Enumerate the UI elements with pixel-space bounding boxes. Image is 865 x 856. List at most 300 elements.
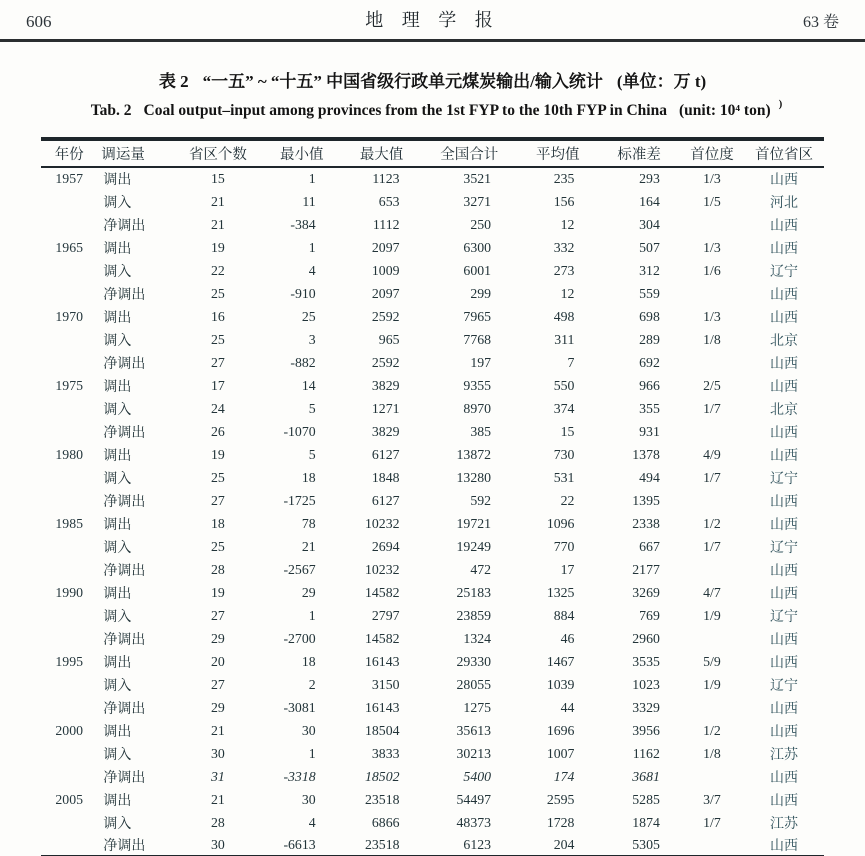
table-cell: 1 xyxy=(308,171,316,187)
table-cell: 311 xyxy=(554,331,575,347)
table-cell: 调入 xyxy=(103,609,132,625)
table-cell: 25 xyxy=(211,538,225,554)
table-cell xyxy=(41,397,97,420)
table-cell: 550 xyxy=(553,377,575,393)
table-cell: 1/7 xyxy=(703,538,721,554)
table-row xyxy=(41,811,824,834)
table-cell: 25 xyxy=(211,469,225,485)
table-cell: 1965 xyxy=(55,239,83,255)
table-cell: 35613 xyxy=(456,722,492,738)
table-cell: -3318 xyxy=(283,768,316,784)
table-cell: 12 xyxy=(560,216,575,232)
table-cell: 730 xyxy=(553,446,575,462)
table-cell: 19249 xyxy=(456,538,492,554)
table-cell: 18 xyxy=(301,653,316,669)
table-cell: 23518 xyxy=(365,791,400,807)
table-cell: 山西 xyxy=(770,517,799,533)
table-cell: 17 xyxy=(211,377,225,393)
table-cell: 3150 xyxy=(371,676,400,692)
table-cell: 21 xyxy=(211,216,225,232)
table-cell: 235 xyxy=(553,171,575,187)
table-cell: 14582 xyxy=(365,584,400,600)
table-cell: 2177 xyxy=(632,561,660,577)
table-cell: 931 xyxy=(639,423,660,439)
table-cell: 2 xyxy=(308,676,316,692)
table-cell: 1324 xyxy=(463,630,492,646)
table-cell: 北京 xyxy=(770,333,799,349)
table-row xyxy=(41,535,824,558)
table-cell: 4 xyxy=(308,262,316,278)
table-cell: 15 xyxy=(211,171,225,187)
table-cell: 31 xyxy=(211,768,225,784)
table-row xyxy=(41,351,824,374)
table-row xyxy=(41,581,824,604)
table-cell: 江苏 xyxy=(770,747,799,763)
table-cell: 调入 xyxy=(103,471,132,487)
table-cell: -910 xyxy=(290,285,316,301)
table-cell: 5 xyxy=(308,400,316,416)
table-cell xyxy=(41,765,97,788)
table-cell: 28 xyxy=(211,814,225,830)
table-cell: 18504 xyxy=(365,722,400,738)
table-cell xyxy=(41,351,97,374)
table-cell: 4 xyxy=(308,814,316,830)
table-caption-zh-text: “一五” ~ “十五” 中国省级行政单元煤炭输出/输入统计 xyxy=(202,72,603,91)
table-cell: 山西 xyxy=(770,770,799,786)
table-row xyxy=(41,374,824,397)
table-cell: 14582 xyxy=(365,630,400,646)
running-head xyxy=(0,0,865,42)
coal-statistics-table xyxy=(41,137,824,856)
table-cell: 调出 xyxy=(103,310,132,326)
table-cell: 1 xyxy=(308,745,316,761)
table-cell: 1/3 xyxy=(703,171,721,187)
table-cell: 辽宁 xyxy=(770,264,799,280)
column-header-primacy: 首位度 xyxy=(680,139,744,167)
table-row xyxy=(41,397,824,420)
table-cell: 164 xyxy=(639,193,660,209)
table-cell: 山西 xyxy=(770,448,799,464)
table-cell: 辽宁 xyxy=(770,471,799,487)
volume-label: 63 卷 xyxy=(802,14,839,31)
table-cell: 5305 xyxy=(632,836,660,852)
table-cell: 2000 xyxy=(55,722,83,738)
table-cell xyxy=(41,834,97,856)
table-cell: 27 xyxy=(211,492,225,508)
table-row xyxy=(41,765,824,788)
journal-title: 地 理 学 报 xyxy=(365,10,500,30)
table-row xyxy=(41,719,824,742)
table-cell: 25 xyxy=(211,331,225,347)
table-cell: 304 xyxy=(639,216,660,232)
table-cell: 山西 xyxy=(770,241,799,257)
table-cell xyxy=(680,834,744,856)
table-cell: 9355 xyxy=(463,377,492,393)
table-cell: 山西 xyxy=(770,379,799,395)
table-header-row xyxy=(41,139,824,167)
table-cell: 山西 xyxy=(770,494,799,510)
table-cell: 调出 xyxy=(103,448,132,464)
table-cell: 472 xyxy=(470,561,492,577)
table-cell: -882 xyxy=(290,354,316,370)
table-cell xyxy=(41,535,97,558)
column-header-std-dev: 标准差 xyxy=(598,139,679,167)
table-row xyxy=(41,259,824,282)
table-cell: 2097 xyxy=(371,285,400,301)
table-cell: -2700 xyxy=(283,630,316,646)
table-cell: 27 xyxy=(211,607,225,623)
table-cell: 1/7 xyxy=(703,814,721,830)
table-cell: 辽宁 xyxy=(770,678,799,694)
table-cell: -1070 xyxy=(283,423,316,439)
table-cell: 3829 xyxy=(371,423,400,439)
table-cell: 29 xyxy=(211,699,225,715)
table-body xyxy=(41,167,824,856)
table-cell: 1728 xyxy=(546,814,575,830)
column-header-province-count: 省区个数 xyxy=(174,139,262,167)
table-cell xyxy=(680,282,744,305)
table-cell: 1007 xyxy=(546,745,575,761)
table-cell: 1/7 xyxy=(703,469,721,485)
table-cell: 44 xyxy=(560,699,575,715)
table-cell: 19 xyxy=(211,239,225,255)
table-cell: 299 xyxy=(470,285,492,301)
table-cell: 调出 xyxy=(103,241,132,257)
table-cell: 531 xyxy=(553,469,575,485)
table-cell: 调入 xyxy=(103,816,132,832)
table-cell: 770 xyxy=(553,538,575,554)
table-row xyxy=(41,788,824,811)
table-cell: 1970 xyxy=(55,308,83,324)
table-cell: 273 xyxy=(553,262,575,278)
table-cell: 山西 xyxy=(770,356,799,372)
table-row xyxy=(41,489,824,512)
table-cell: 2797 xyxy=(371,607,400,623)
table-cell: 27 xyxy=(211,354,225,370)
table-cell: 调入 xyxy=(103,402,132,418)
table-row xyxy=(41,167,824,190)
table-cell: -6613 xyxy=(283,836,316,852)
table-cell: 调入 xyxy=(103,747,132,763)
table-cell: 1467 xyxy=(546,653,575,669)
column-header-national-total: 全国合计 xyxy=(422,139,518,167)
table-cell: 5 xyxy=(308,446,316,462)
table-cell: 7 xyxy=(567,354,575,370)
table-caption-zh-unit: (单位：万 t) xyxy=(616,72,707,91)
table-cell: 1848 xyxy=(371,469,400,485)
table-cell: 6127 xyxy=(371,492,400,508)
table-cell: 1/3 xyxy=(703,308,721,324)
table-cell: 净调出 xyxy=(103,632,146,648)
column-header-max: 最大值 xyxy=(342,139,422,167)
table-cell: 23518 xyxy=(365,836,400,852)
table-cell: 19 xyxy=(211,584,225,600)
table-cell: -3081 xyxy=(283,699,316,715)
table-cell: 559 xyxy=(639,285,660,301)
table-cell: 1/6 xyxy=(703,262,721,278)
table-cell xyxy=(41,259,97,282)
table-cell xyxy=(680,351,744,374)
table-cell: 494 xyxy=(639,469,660,485)
table-cell: 10232 xyxy=(365,515,400,531)
table-cell: 13872 xyxy=(456,446,492,462)
table-cell: 1975 xyxy=(55,377,83,393)
table-cell: 1/5 xyxy=(703,193,721,209)
table-cell: 6866 xyxy=(371,814,400,830)
table-cell: 1957 xyxy=(55,171,83,187)
table-cell: 18 xyxy=(211,515,225,531)
table-cell: 19721 xyxy=(456,515,492,531)
table-cell: 山西 xyxy=(770,218,799,234)
table-cell: 净调出 xyxy=(103,563,146,579)
table-cell: 调出 xyxy=(103,586,132,602)
table-cell: 3269 xyxy=(632,584,660,600)
table-cell: 调出 xyxy=(103,517,132,533)
table-cell: 7965 xyxy=(463,308,492,324)
table-cell: 山西 xyxy=(770,425,799,441)
table-cell: 48373 xyxy=(456,814,492,830)
table-cell: 1/2 xyxy=(703,722,721,738)
table-cell: 1395 xyxy=(632,492,660,508)
table-caption-en-text: Coal output–input among provinces from the 1st FYP to the 10th FYP in China xyxy=(143,102,667,120)
table-cell: 28055 xyxy=(456,676,492,692)
table-cell: 332 xyxy=(553,239,575,255)
table-cell: 13280 xyxy=(456,469,492,485)
table-cell xyxy=(680,489,744,512)
table-cell: 1271 xyxy=(371,400,400,416)
table-cell: 156 xyxy=(553,193,575,209)
table-row xyxy=(41,627,824,650)
table-cell: 4/9 xyxy=(703,446,721,462)
table-cell: 3833 xyxy=(371,745,400,761)
table-cell: 山西 xyxy=(770,563,799,579)
table-caption-zh xyxy=(0,67,865,92)
table-cell: 1023 xyxy=(632,676,660,692)
table-row xyxy=(41,512,824,535)
table-cell: 调出 xyxy=(103,379,132,395)
table-cell: 2005 xyxy=(55,791,83,807)
table-cell: 1096 xyxy=(546,515,575,531)
table-cell: 21 xyxy=(211,791,225,807)
table-cell xyxy=(41,213,97,236)
table-cell: 1162 xyxy=(632,745,660,761)
table-row xyxy=(41,213,824,236)
table-cell: 净调出 xyxy=(103,494,146,510)
table-cell: 592 xyxy=(470,492,492,508)
table-cell: 北京 xyxy=(770,402,799,418)
table-row xyxy=(41,443,824,466)
table-cell xyxy=(680,213,744,236)
table-cell: 净调出 xyxy=(103,218,146,234)
table-cell: 355 xyxy=(639,400,660,416)
table-cell: 884 xyxy=(553,607,575,623)
table-cell: 1874 xyxy=(632,814,660,830)
table-cell: 调出 xyxy=(103,173,132,189)
table-caption-en-unit: (unit: 10⁴ ton) xyxy=(678,102,771,120)
table-cell: 河北 xyxy=(770,195,799,211)
table-cell: 1112 xyxy=(372,216,400,232)
table-cell: 374 xyxy=(553,400,575,416)
table-cell: 1 xyxy=(308,239,316,255)
table-cell: 3535 xyxy=(632,653,660,669)
table-cell: 17 xyxy=(560,561,575,577)
table-cell: 30 xyxy=(301,722,316,738)
column-header-year: 年份 xyxy=(41,139,97,167)
table-cell xyxy=(41,604,97,627)
table-cell: 6127 xyxy=(371,446,400,462)
table-cell: 1/3 xyxy=(703,239,721,255)
table-cell: 1696 xyxy=(546,722,575,738)
table-row xyxy=(41,834,824,856)
column-header-flow-type: 调运量 xyxy=(97,139,174,167)
table-cell: 289 xyxy=(639,331,660,347)
table-cell: 23859 xyxy=(456,607,492,623)
table-cell: 197 xyxy=(470,354,492,370)
table-cell: 16143 xyxy=(365,653,400,669)
table-cell: 293 xyxy=(639,171,660,187)
table-cell: 6001 xyxy=(463,262,492,278)
table-cell: 204 xyxy=(553,836,575,852)
table-cell xyxy=(680,420,744,443)
table-cell: 3329 xyxy=(632,699,660,715)
table-cell: 山西 xyxy=(770,793,799,809)
table-cell: 3956 xyxy=(632,722,660,738)
table-cell: 山西 xyxy=(770,838,799,854)
table-cell: 2960 xyxy=(632,630,660,646)
table-cell xyxy=(680,627,744,650)
table-cell: 3681 xyxy=(632,768,660,784)
table-cell: 769 xyxy=(639,607,660,623)
table-caption-en-label: Tab. 2 xyxy=(90,102,132,120)
table-cell xyxy=(41,811,97,834)
table-cell: 498 xyxy=(553,308,575,324)
table-cell: 14 xyxy=(301,377,316,393)
table-cell: 调入 xyxy=(103,195,132,211)
table-cell: 2694 xyxy=(371,538,400,554)
table-cell: 28 xyxy=(211,561,225,577)
table-cell xyxy=(41,282,97,305)
table-cell: 1995 xyxy=(55,653,83,669)
table-cell: 1275 xyxy=(463,699,492,715)
table-cell: 1378 xyxy=(632,446,660,462)
table-cell xyxy=(680,558,744,581)
table-cell: 2097 xyxy=(371,239,400,255)
table-cell: 10232 xyxy=(365,561,400,577)
table-cell: 18 xyxy=(301,469,316,485)
table-cell: 5285 xyxy=(632,791,660,807)
table-cell: 46 xyxy=(560,630,575,646)
table-row xyxy=(41,190,824,213)
table-cell xyxy=(41,558,97,581)
table-cell: 16 xyxy=(211,308,225,324)
table-cell xyxy=(41,190,97,213)
table-cell: 653 xyxy=(378,193,400,209)
table-cell: 29 xyxy=(301,584,316,600)
table-cell xyxy=(41,627,97,650)
table-row xyxy=(41,305,824,328)
table-cell: 1/8 xyxy=(703,331,721,347)
table-cell: 30 xyxy=(301,791,316,807)
table-cell: 2/5 xyxy=(703,377,721,393)
table-cell: 1985 xyxy=(55,515,83,531)
table-cell: 3/7 xyxy=(703,791,721,807)
table-caption-zh-label: 表 2 xyxy=(158,72,189,91)
page-number: 606 xyxy=(26,12,52,31)
table-cell: 250 xyxy=(470,216,492,232)
table-row xyxy=(41,604,824,627)
table-cell: 净调出 xyxy=(103,425,146,441)
table-cell: 1/7 xyxy=(703,400,721,416)
table-cell: 山西 xyxy=(770,655,799,671)
table-cell: 1/9 xyxy=(703,607,721,623)
table-cell: 6123 xyxy=(463,836,492,852)
table-cell: 4/7 xyxy=(703,584,721,600)
table-cell: 11 xyxy=(302,193,316,209)
table-cell xyxy=(680,696,744,719)
table-cell: 山西 xyxy=(770,586,799,602)
table-cell xyxy=(41,696,97,719)
table-cell: 18502 xyxy=(365,768,400,784)
table-cell: 15 xyxy=(560,423,575,439)
table-cell: 3521 xyxy=(463,171,492,187)
table-cell: 25183 xyxy=(456,584,492,600)
table-cell: 山西 xyxy=(770,173,799,189)
table-cell: 2592 xyxy=(371,354,400,370)
table-cell: 29 xyxy=(211,630,225,646)
table-cell: -384 xyxy=(290,216,316,232)
table-cell: 调入 xyxy=(103,264,132,280)
table-cell: 78 xyxy=(301,515,316,531)
column-header-mean: 平均值 xyxy=(517,139,598,167)
table-cell: 调出 xyxy=(103,655,132,671)
table-cell: 1/9 xyxy=(703,676,721,692)
table-cell: 1123 xyxy=(372,171,400,187)
table-cell: 1009 xyxy=(371,262,400,278)
table-cell: 1/2 xyxy=(703,515,721,531)
table-cell: 净调出 xyxy=(103,356,146,372)
table-cell: 30 xyxy=(211,836,225,852)
table-row xyxy=(41,420,824,443)
table-cell: 312 xyxy=(639,262,660,278)
table-cell: 5/9 xyxy=(703,653,721,669)
table-row xyxy=(41,328,824,351)
table-cell: 22 xyxy=(560,492,575,508)
table-cell: 2592 xyxy=(371,308,400,324)
table-cell: 29330 xyxy=(456,653,492,669)
table-cell: 净调出 xyxy=(103,701,146,717)
table-cell: 8970 xyxy=(463,400,492,416)
table-cell xyxy=(41,328,97,351)
table-cell: 1/8 xyxy=(703,745,721,761)
table-cell: 辽宁 xyxy=(770,540,799,556)
table-cell: 净调出 xyxy=(103,287,146,303)
table-cell: 辽宁 xyxy=(770,609,799,625)
table-cell: 3829 xyxy=(371,377,400,393)
table-cell: 3 xyxy=(308,331,316,347)
table-cell: 调入 xyxy=(103,333,132,349)
table-cell: 21 xyxy=(211,193,225,209)
table-cell: 2595 xyxy=(546,791,575,807)
table-cell: 7768 xyxy=(463,331,492,347)
table-cell: 22 xyxy=(211,262,225,278)
table-cell: 2338 xyxy=(632,515,660,531)
table-cell: 27 xyxy=(211,676,225,692)
table-cell: 966 xyxy=(639,377,660,393)
table-cell: 6300 xyxy=(463,239,492,255)
table-cell: 21 xyxy=(211,722,225,738)
table-cell: 调出 xyxy=(103,793,132,809)
table-row xyxy=(41,696,824,719)
